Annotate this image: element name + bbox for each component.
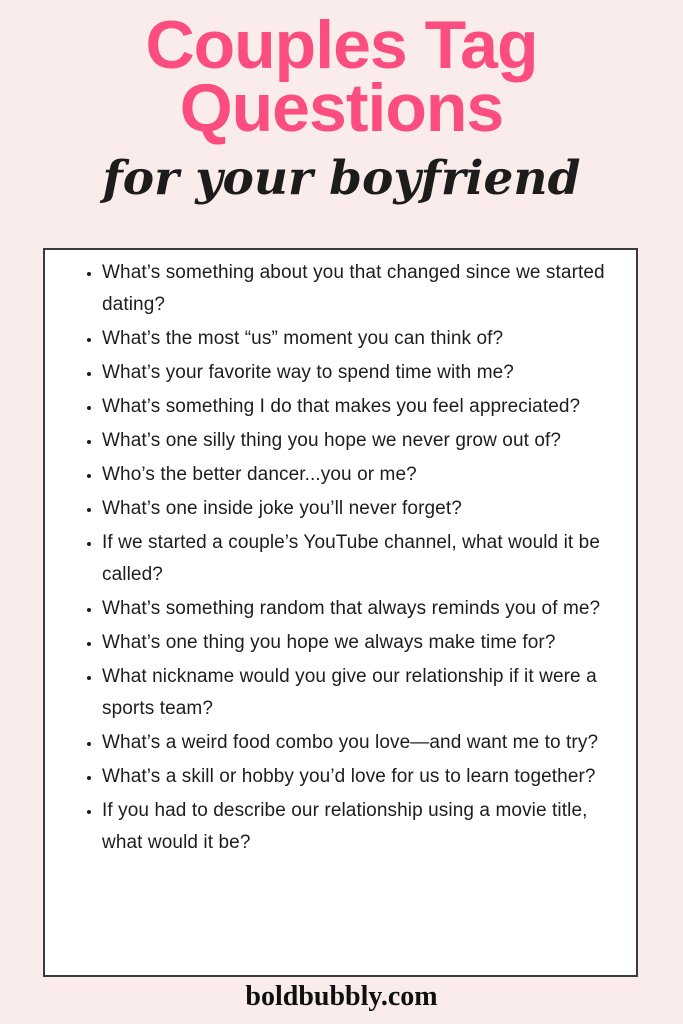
question-item: • If we started a couple’s YouTube channel, what would it be called? — [102, 527, 622, 591]
question-item: • What’s a skill or hobby you’d love for us to learn together? — [102, 761, 622, 793]
question-item: • What’s the most “us” moment you can think of? — [102, 323, 622, 355]
question-item: • What’s something I do that makes you feel appreciated? — [102, 391, 622, 423]
question-item: • What’s your favorite way to spend time with me? — [102, 357, 622, 389]
question-item: • What nickname would you give our relationship if it were a sports team? — [102, 661, 622, 725]
question-item: • What’s one thing you hope we always make time for? — [102, 627, 622, 659]
question-item: • Who’s the better dancer...you or me? — [102, 459, 622, 491]
footer — [0, 981, 683, 1013]
questions-box — [43, 248, 638, 977]
question-item: • What’s something about you that changed since we started dating? — [102, 257, 622, 321]
page-title-line-2: Questions — [179, 70, 504, 146]
question-item: • What’s one inside joke you’ll never forget? — [102, 493, 622, 525]
question-item: • What’s something random that always reminds you of me? — [102, 593, 622, 625]
header — [0, 7, 683, 208]
question-item: • What’s one silly thing you hope we never grow out of? — [102, 425, 622, 457]
page-title-line-1: Couples Tag — [145, 7, 538, 83]
website-url-text: boldbubbly.com — [245, 981, 438, 1012]
question-item: • If you had to describe our relationship using a movie title, what would it be? — [102, 795, 622, 859]
page-subtitle: for your boyfriend — [102, 151, 581, 206]
question-item: • What’s a weird food combo you love—and want me to try? — [102, 727, 622, 759]
questions-list — [45, 250, 636, 859]
